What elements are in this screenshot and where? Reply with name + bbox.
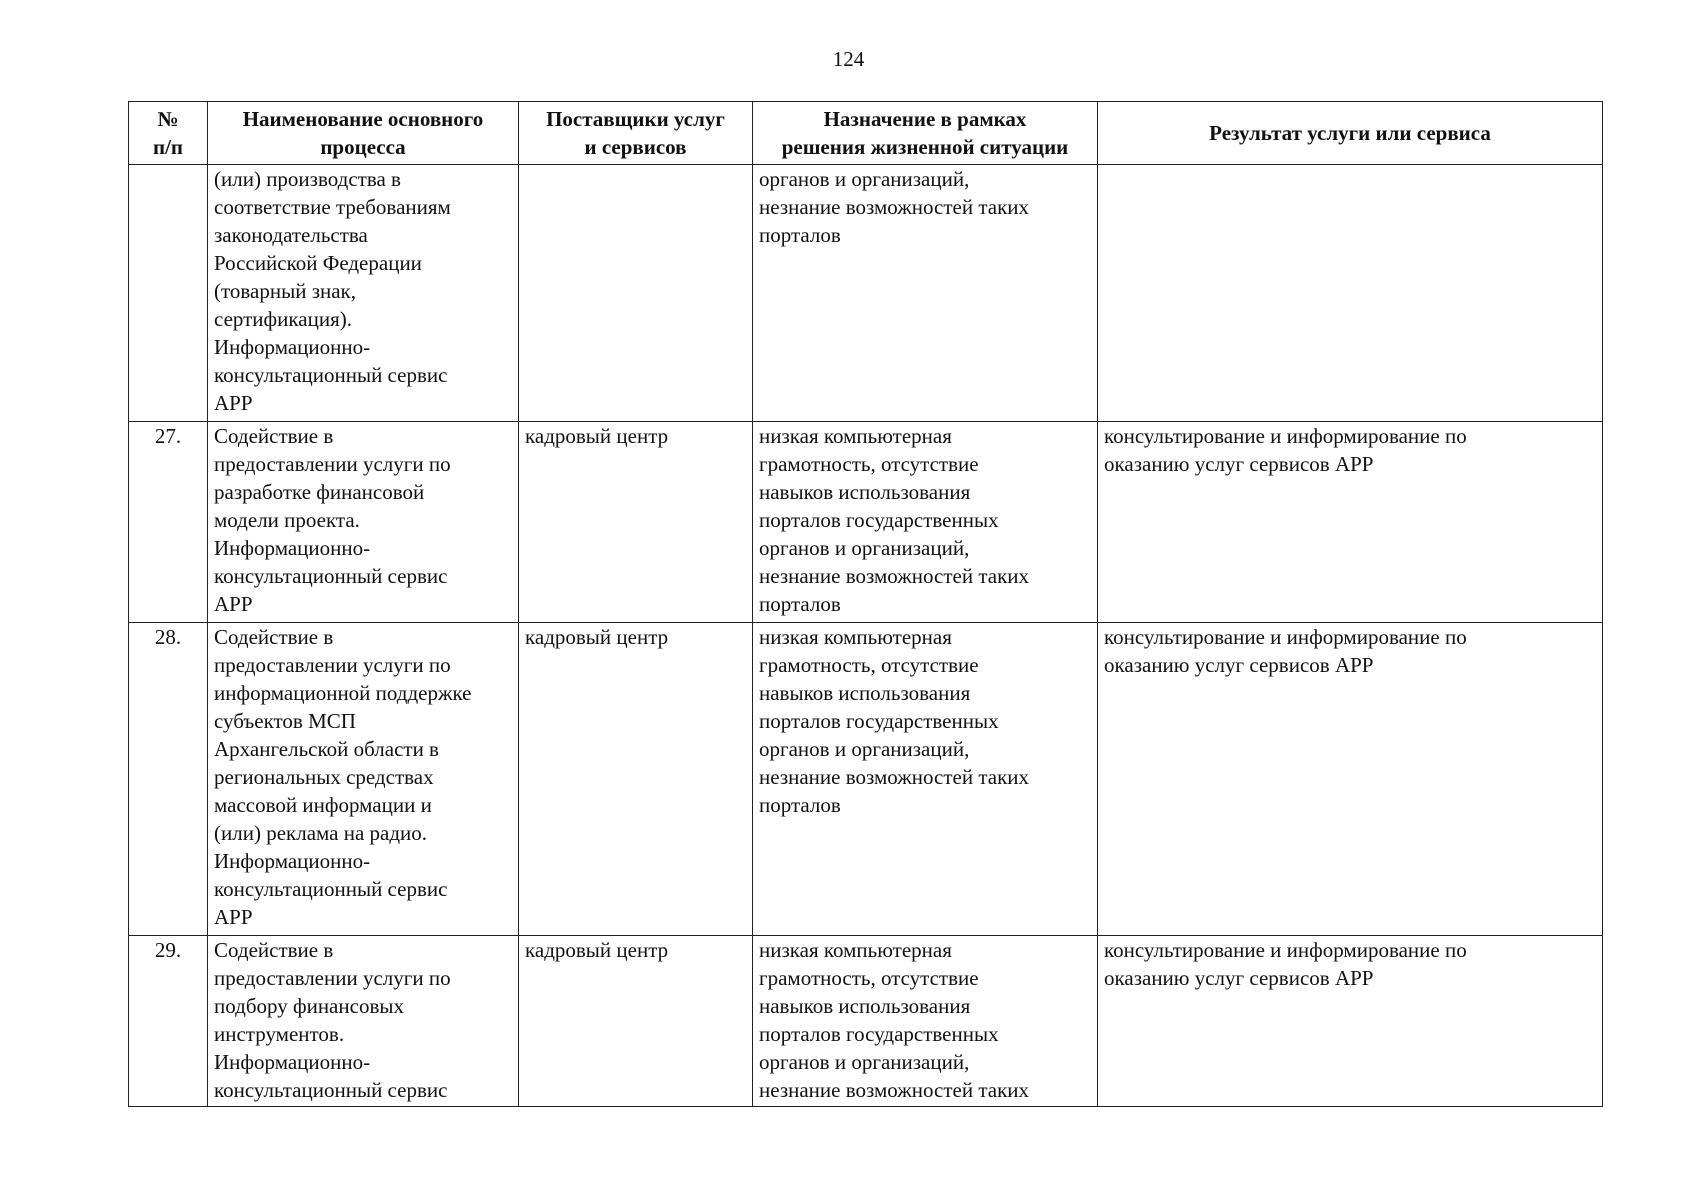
- cell-text-line: грамотность, отсутствие: [759, 452, 979, 476]
- cell-text-line: навыков использования: [759, 681, 971, 705]
- cell-text-line: Информационно-: [214, 536, 371, 560]
- cell-text-line: низкая компьютерная: [759, 625, 952, 649]
- cell-text-line: незнание возможностей таких: [759, 1078, 1030, 1102]
- process-cell: [208, 165, 519, 422]
- cell-text-line: консультирование и информирование по: [1104, 625, 1467, 649]
- purpose-cell: [753, 422, 1098, 623]
- cell-text-line: Архангельской области в: [214, 737, 439, 761]
- cell-text-line: Информационно-: [214, 1050, 371, 1074]
- header-suppliers: Поставщики услуг и сервисов: [519, 102, 753, 165]
- cell-text-line: незнание возможностей таких: [759, 564, 1030, 588]
- cell-text-line: АРР: [214, 592, 253, 616]
- cell-text-line: консультационный сервис: [214, 363, 448, 387]
- cell-text-line: низкая компьютерная: [759, 938, 952, 962]
- cell-text-line: оказанию услуг сервисов АРР: [1104, 966, 1374, 990]
- cell-text-line: навыков использования: [759, 480, 971, 504]
- cell-text-line: порталов: [759, 592, 841, 616]
- cell-text-line: низкая компьютерная: [759, 424, 952, 448]
- cell-text-line: навыков использования: [759, 994, 971, 1018]
- cell-text-line: порталов: [759, 793, 841, 817]
- table-row: [129, 936, 1603, 1107]
- cell-text-line: (или) производства в: [214, 167, 401, 191]
- suppliers-cell: [519, 623, 753, 936]
- row-number-cell: [129, 936, 208, 1107]
- cell-text-line: массовой информации и: [214, 793, 432, 817]
- row-number: 27.: [154, 424, 182, 448]
- header-purpose: Назначение в рамках решения жизненной ситуации: [753, 102, 1098, 165]
- cell-text-line: кадровый центр: [525, 938, 669, 962]
- cell-text-line: кадровый центр: [525, 424, 669, 448]
- table-row: [129, 422, 1603, 623]
- process-cell: [208, 936, 519, 1107]
- cell-text-line: (или) реклама на радио.: [214, 821, 428, 845]
- cell-text-line: органов и организаций,: [759, 536, 970, 560]
- cell-text-line: органов и организаций,: [759, 167, 970, 191]
- cell-text-line: Содействие в: [214, 625, 334, 649]
- header-number: № п/п: [129, 102, 208, 165]
- cell-text-line: порталов государственных: [759, 508, 999, 532]
- cell-text-line: оказанию услуг сервисов АРР: [1104, 452, 1374, 476]
- cell-text-line: консультирование и информирование по: [1104, 938, 1467, 962]
- row-number: 28.: [154, 625, 182, 649]
- cell-text-line: консультационный сервис: [214, 1078, 448, 1102]
- cell-text-line: региональных средствах: [214, 765, 434, 789]
- cell-text-line: незнание возможностей таких: [759, 195, 1030, 219]
- cell-text-line: соответствие требованиям: [214, 195, 451, 219]
- cell-text-line: незнание возможностей таких: [759, 765, 1030, 789]
- cell-text-line: Информационно-: [214, 335, 371, 359]
- cell-text-line: порталов: [759, 223, 841, 247]
- cell-text-line: сертификация).: [214, 307, 352, 331]
- cell-text-line: (товарный знак,: [214, 279, 356, 303]
- row-number-cell: [129, 165, 208, 422]
- cell-text-line: Содействие в: [214, 424, 334, 448]
- row-number-cell: [129, 422, 208, 623]
- cell-text-line: Российской Федерации: [214, 251, 422, 275]
- row-number-cell: [129, 623, 208, 936]
- header-process: Наименование основного процесса: [208, 102, 519, 165]
- cell-text-line: органов и организаций,: [759, 737, 970, 761]
- cell-text-line: субъектов МСП: [214, 709, 356, 733]
- cell-text-line: подбору финансовых: [214, 994, 404, 1018]
- result-cell: [1098, 422, 1603, 623]
- cell-text-line: Содействие в: [214, 938, 334, 962]
- cell-text-line: предоставлении услуги по: [214, 966, 451, 990]
- process-cell: [208, 422, 519, 623]
- table-header-row: [129, 102, 1603, 165]
- purpose-cell: [753, 165, 1098, 422]
- cell-text-line: грамотность, отсутствие: [759, 966, 979, 990]
- suppliers-cell: [519, 165, 753, 422]
- table-row: [129, 623, 1603, 936]
- purpose-cell: [753, 623, 1098, 936]
- header-result: Результат услуги или сервиса: [1098, 102, 1603, 165]
- table-row: [129, 165, 1603, 422]
- row-number: 29.: [154, 938, 182, 962]
- cell-text-line: консультационный сервис: [214, 877, 448, 901]
- cell-text-line: информационной поддержке: [214, 681, 472, 705]
- suppliers-cell: [519, 936, 753, 1107]
- cell-text-line: порталов государственных: [759, 709, 999, 733]
- cell-text-line: грамотность, отсутствие: [759, 653, 979, 677]
- cell-text-line: законодательства: [214, 223, 368, 247]
- result-cell: [1098, 936, 1603, 1107]
- suppliers-cell: [519, 422, 753, 623]
- cell-text-line: инструментов.: [214, 1022, 345, 1046]
- cell-text-line: органов и организаций,: [759, 1050, 970, 1074]
- table-body: [129, 165, 1603, 1107]
- cell-text-line: модели проекта.: [214, 508, 360, 532]
- purpose-cell: [753, 936, 1098, 1107]
- cell-text-line: АРР: [214, 391, 253, 415]
- cell-text-line: оказанию услуг сервисов АРР: [1104, 653, 1374, 677]
- result-cell: [1098, 165, 1603, 422]
- cell-text-line: разработке финансовой: [214, 480, 425, 504]
- cell-text-line: консультационный сервис: [214, 564, 448, 588]
- services-table: [128, 101, 1603, 1107]
- cell-text-line: предоставлении услуги по: [214, 653, 451, 677]
- result-cell: [1098, 623, 1603, 936]
- cell-text-line: порталов государственных: [759, 1022, 999, 1046]
- cell-text-line: консультирование и информирование по: [1104, 424, 1467, 448]
- process-cell: [208, 623, 519, 936]
- cell-text-line: кадровый центр: [525, 625, 669, 649]
- cell-text-line: АРР: [214, 905, 253, 929]
- page-number: 124: [832, 47, 865, 71]
- cell-text-line: предоставлении услуги по: [214, 452, 451, 476]
- cell-text-line: Информационно-: [214, 849, 371, 873]
